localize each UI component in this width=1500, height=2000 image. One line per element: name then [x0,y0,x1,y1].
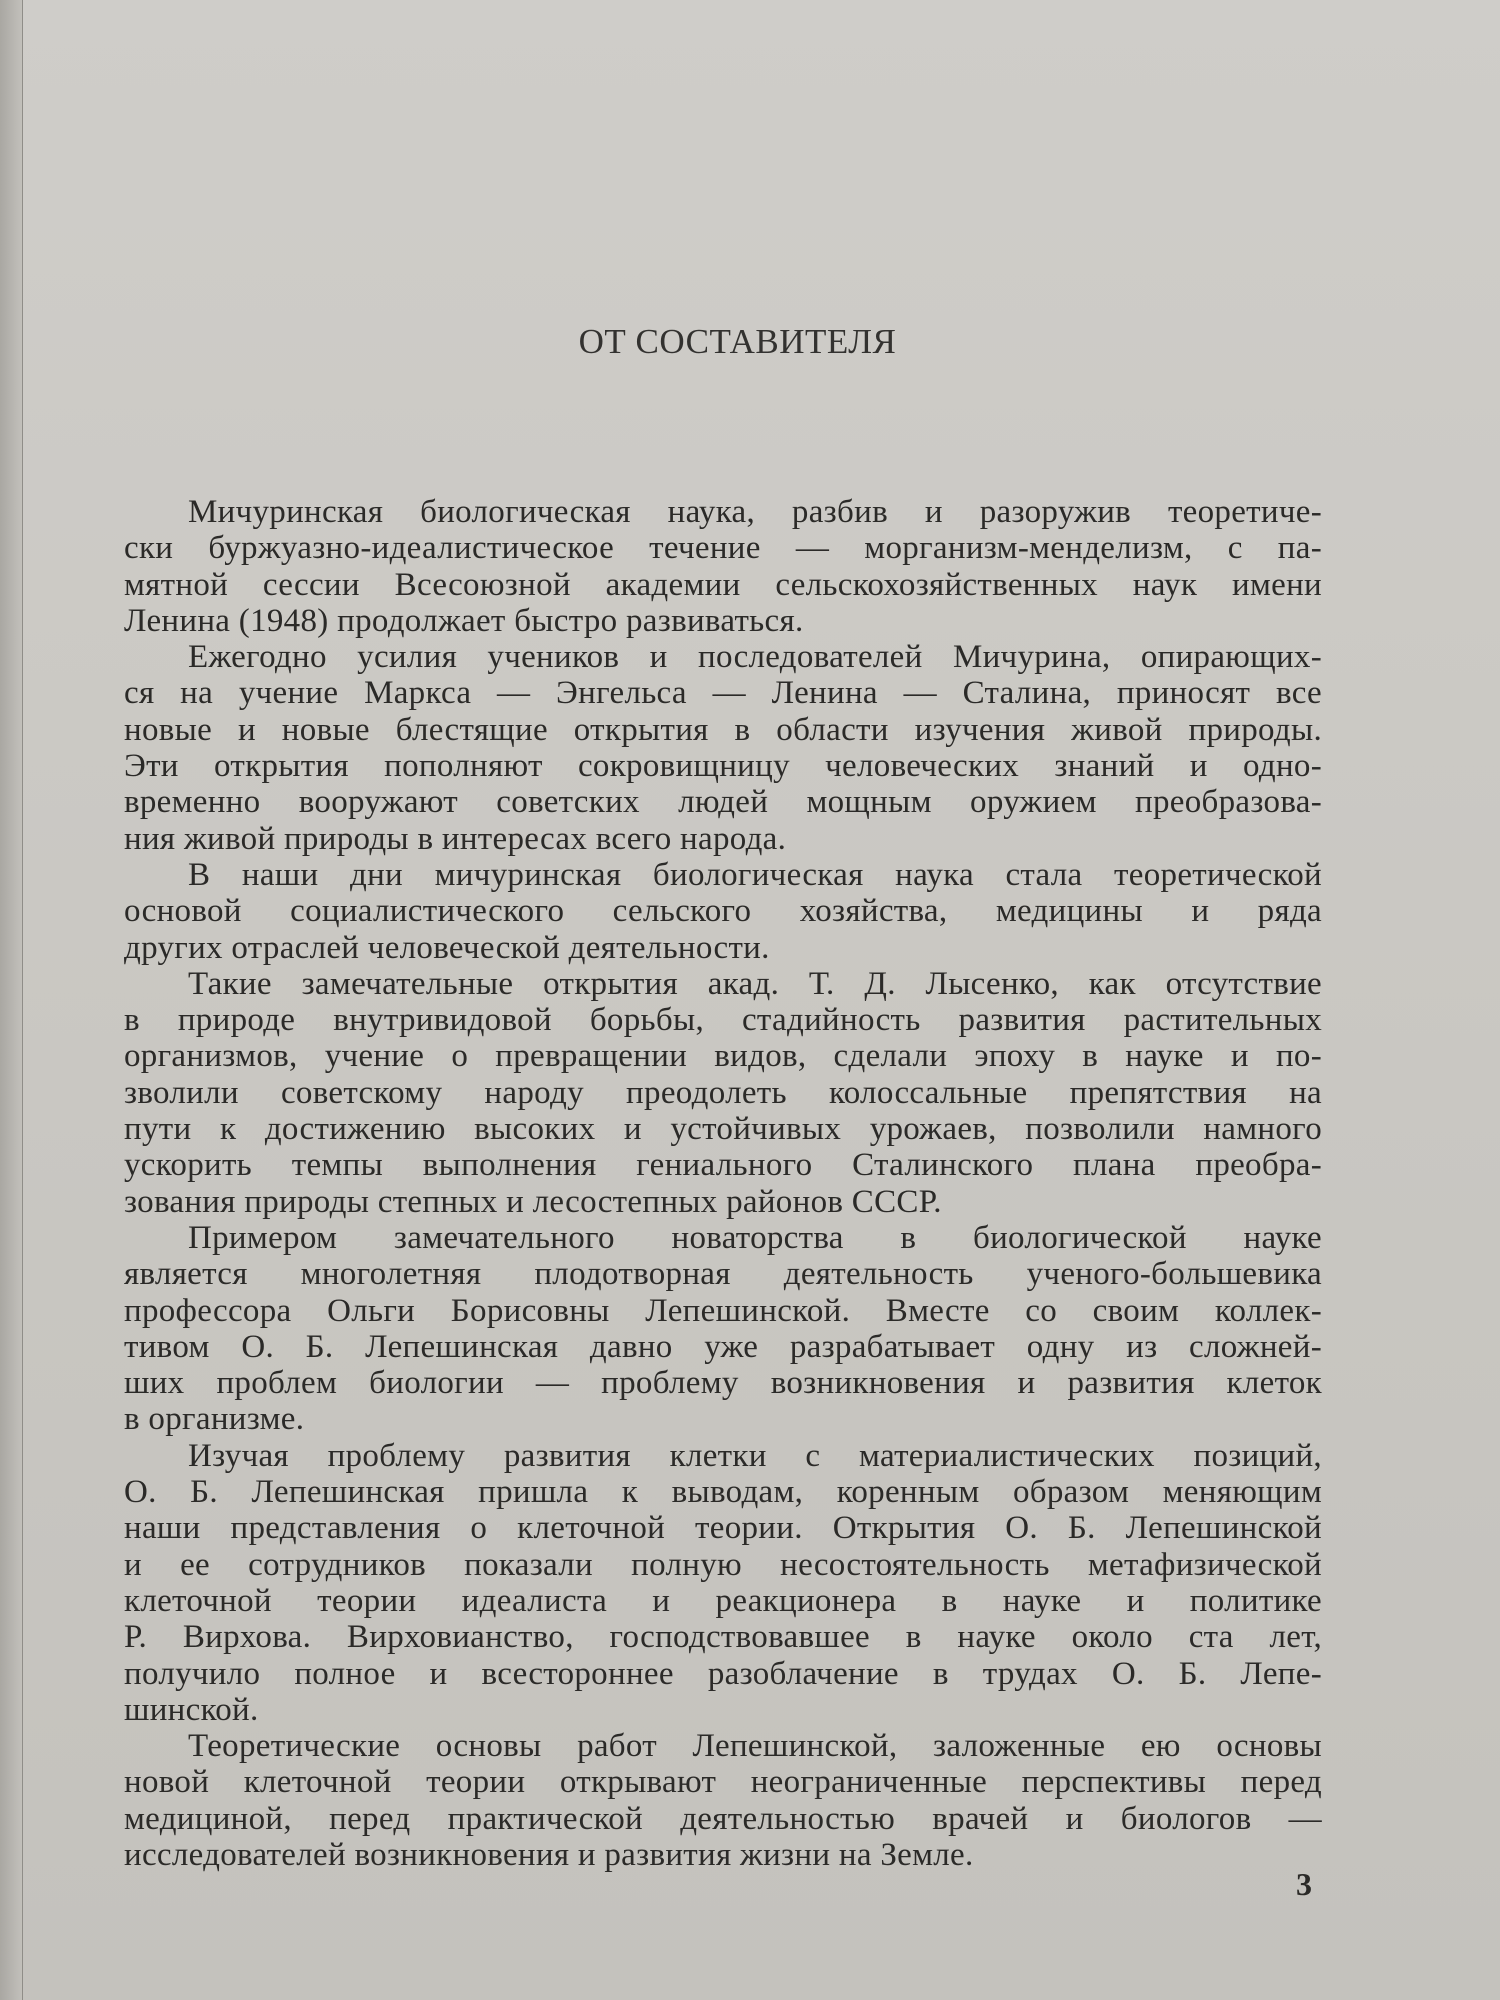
paragraph [124,494,1322,639]
page-gutter [0,0,23,2000]
text-line: новой клеточной теории открывают неограниченные перспективы перед [124,1764,1322,1801]
text-line: зования природы степных и лесостепных районов СССР. [124,1183,942,1220]
text-line: Теоретические основы работ Лепешинской, заложенные ею основы [188,1728,1322,1765]
text-line: Изучая проблему развития клетки с материалистических позиций, [188,1437,1322,1474]
text-line: ся на учение Маркса — Энгельса — Ленина — Сталина, приносят все [124,675,1322,712]
text-line: в природе внутривидовой борьбы, стадийность развития растительных [124,1002,1322,1039]
document-body [124,494,1322,1873]
text-line: в организме. [124,1401,305,1438]
paragraph [124,1438,1322,1728]
paragraph [124,1220,1322,1438]
text-line: ния живой природы в интересах всего народа. [124,820,787,857]
paragraph [124,966,1322,1220]
text-line: ски буржуазно-идеалистическое течение — морганизм-менделизм, с па- [124,530,1322,567]
text-line: организмов, учение о превращении видов, сделали эпоху в науке и по- [124,1038,1322,1075]
text-line: Примером замечательного новаторства в биологической науке [188,1219,1322,1256]
paragraph [124,1728,1322,1873]
text-line: является многолетняя плодотворная деятельность ученого-большевика [124,1256,1322,1293]
text-line: профессора Ольги Борисовны Лепешинской. Вместе со своим коллек- [124,1292,1322,1329]
text-line: других отраслей человеческой деятельности. [124,929,770,966]
text-line: новые и новые блестящие открытия в области изучения живой природы. [124,711,1322,748]
text-line: тивом О. Б. Лепешинская давно уже разрабатывает одну из сложней- [124,1328,1322,1365]
text-line: Мичуринская биологическая наука, разбив и разоружив теоретиче- [188,494,1322,530]
text-line: Ленина (1948) продолжает быстро развиваться. [124,602,804,639]
page-number: 3 [1296,1866,1312,1902]
text-line: зволили советскому народу преодолеть колоссальные препятствия на [124,1074,1322,1111]
text-line: наши представления о клеточной теории. Открытия О. Б. Лепешинской [124,1510,1322,1547]
text-line: Ежегодно усилия учеников и последователей Мичурина, опирающих- [188,639,1322,676]
text-line: ускорить темпы выполнения гениального Сталинского плана преобра- [124,1147,1322,1184]
text-line: медициной, перед практической деятельностью врачей и биологов — [124,1800,1322,1837]
text-line: Такие замечательные открытия акад. Т. Д. Лысенко, как отсутствие [188,965,1322,1002]
text-line: О. Б. Лепешинская пришла к выводам, коренным образом меняющим [124,1474,1322,1511]
text-line: пути к достижению высоких и устойчивых урожаев, позволили намного [124,1111,1322,1148]
text-line: получило полное и всестороннее разоблачение в трудах О. Б. Лепе- [124,1655,1322,1692]
text-line: В наши дни мичуринская биологическая наука стала теоретической [188,856,1322,893]
text-line: мятной сессии Всесоюзной академии сельскохозяйственных наук имени [124,566,1322,603]
text-line: клеточной теории идеалиста и реакционера в науке и политике [124,1582,1322,1619]
paragraph [124,857,1322,966]
text-line: исследователей возникновения и развития жизни на Земле. [124,1836,974,1873]
text-line: шинской. [124,1691,259,1728]
text-line: Р. Вирхова. Вирховианство, господствовавшее в науке около ста лет, [124,1619,1322,1656]
text-line: и ее сотрудников показали полную несостоятельность метафизической [124,1546,1322,1583]
text-line: Эти открытия пополняют сокровищницу человеческих знаний и одно- [124,748,1322,785]
text-line: основой социалистического сельского хозяйства, медицины и ряда [124,893,1322,930]
text-line: ших проблем биологии — проблему возникновения и развития клеток [124,1365,1322,1402]
paragraph [124,639,1322,857]
page-title: ОТ СОСТАВИТЕЛЯ [578,322,897,361]
text-line: временно вооружают советских людей мощным оружием преобразова- [124,784,1322,821]
